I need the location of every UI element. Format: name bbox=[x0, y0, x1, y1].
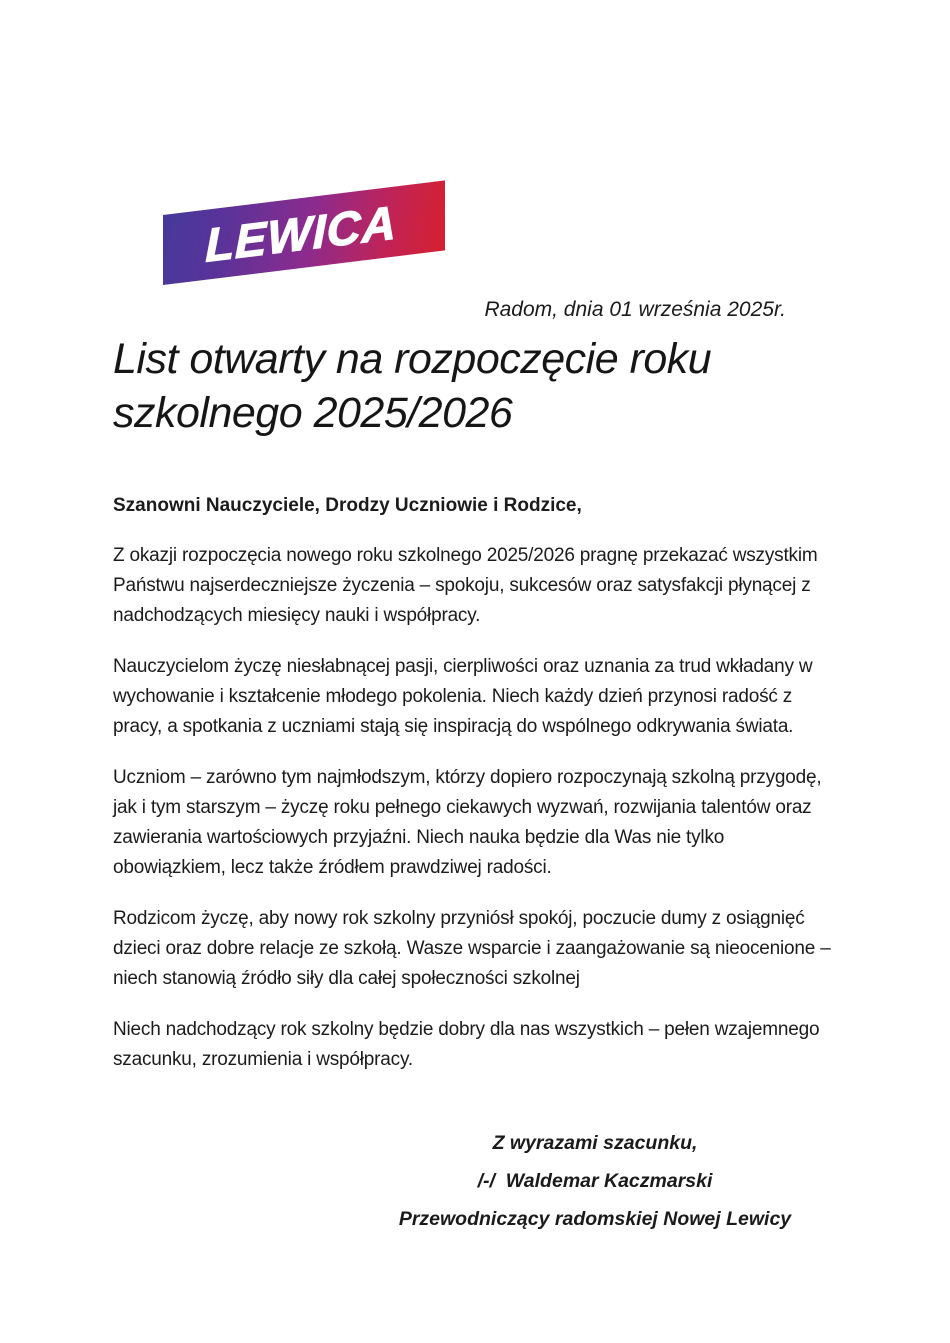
signature-closing: Z wyrazami szacunku, bbox=[492, 1132, 698, 1154]
lewica-logo-text: LEWICA bbox=[205, 194, 397, 272]
page-title: List otwarty na rozpoczęcie roku szkolnego 2025/2026 bbox=[113, 335, 712, 437]
letter-paragraph: Nauczycielom życzę niesłabnącej pasji, cierpliwości oraz uznania za trud wkładany w wychowanie i kształcenie młodego pokolenia. Niech każdy dzień przynosi radość z pracy, a spotkania z uczniami stają się inspiracją do wspólnego odkrywania świata. bbox=[113, 656, 813, 737]
letter-paragraph: Niech nadchodzący rok szkolny będzie dobry dla nas wszystkich – pełen wzajemnego szacunku, zrozumienia i współpracy. bbox=[113, 1019, 820, 1070]
salutation: Szanowni Nauczyciele, Drodzy Uczniowie i Rodzice, bbox=[113, 495, 582, 516]
letter-content bbox=[113, 0, 838, 1247]
signature-block bbox=[325, 1133, 865, 1230]
letter-paragraph: Z okazji rozpoczęcia nowego roku szkolnego 2025/2026 pragnę przekazać wszystkim Państwu najserdeczniejsze życzenia – spokoju, sukcesów oraz satysfakcji płynącej z nadchodzących miesięcy nauki i współpracy. bbox=[113, 545, 818, 626]
letter-paragraph: Uczniom – zarówno tym najmłodszym, którzy dopiero rozpoczynają szkolną przygodę, jak i tym starszym – życzę roku pełnego ciekawych wyzwań, rozwijania talentów oraz zawierania wartościowych przyjaźni. Niech nauka będzie dla Was nie tylko obowiązkiem, lecz także źródłem prawdziwej radości. bbox=[113, 767, 822, 878]
signature-name: /-/ Waldemar Kaczmarski bbox=[477, 1170, 713, 1192]
dateline: Radom, dnia 01 września 2025r. bbox=[484, 298, 786, 321]
signature-role: Przewodniczący radomskiej Nowej Lewicy bbox=[398, 1208, 792, 1230]
letter-paragraph: Rodzicom życzę, aby nowy rok szkolny przyniósł spokój, poczucie dumy z osiągnięć dzieci oraz dobre relacje ze szkołą. Wasze wsparcie i zaangażowanie są nieocenione – niech stanowią źródło siły dla całej społeczności szkolnej bbox=[113, 908, 831, 989]
